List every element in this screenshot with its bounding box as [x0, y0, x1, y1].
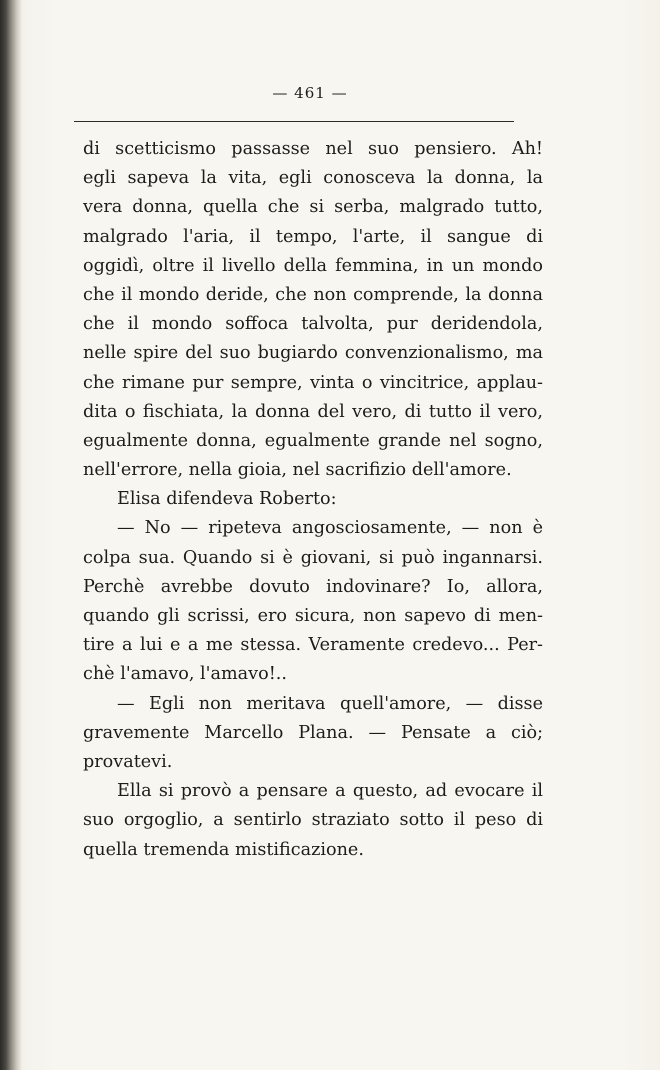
text-line: che il mondo deride, che non comprende, la donna — [83, 284, 543, 305]
page-number: — 461 — — [272, 84, 348, 102]
text-line: provatevi. — [83, 751, 173, 772]
text-line: Ella si provò a pensare a questo, ad evocare il — [117, 781, 543, 802]
text-line: egualmente donna, egualmente grande nel sogno, — [83, 430, 543, 451]
text-line: che rimane pur sempre, vinta o vincitrice, applau- — [83, 372, 543, 393]
text-line: quella tremenda mistificazione. — [83, 839, 364, 860]
text-line: vera donna, quella che si serba, malgrado tutto, — [83, 197, 543, 218]
body-text — [83, 135, 543, 865]
header-rule — [74, 121, 514, 122]
text-line: gravemente Marcello Plana. — Pensate a ciò; — [83, 722, 543, 743]
text-line: Elisa difendeva Roberto: — [117, 489, 337, 510]
text-line: che il mondo soffoca talvolta, pur deridendola, — [83, 314, 543, 335]
text-line: Perchè avrebbe dovuto indovinare? Io, allora, — [83, 576, 543, 597]
text-line: — Egli non meritava quell'amore, — disse — [117, 693, 543, 714]
text-line: nelle spire del suo bugiardo convenzionalismo, ma — [83, 343, 543, 364]
text-line: tire a lui e a me stessa. Veramente credevo... Per- — [83, 635, 543, 656]
text-line: quando gli scrissi, ero sicura, non sapevo di men- — [83, 606, 543, 626]
text-line: colpa sua. Quando si è giovani, si può ingannarsi. — [83, 547, 543, 568]
text-line: — No — ripeteva angosciosamente, — non è — [117, 518, 543, 539]
text-line: malgrado l'aria, il tempo, l'arte, il sangue di — [83, 226, 543, 247]
text-line: egli sapeva la vita, egli conosceva la donna, la — [83, 168, 543, 189]
text-line: nell'errore, nella gioia, nel sacrifizio dell'amore. — [83, 460, 512, 481]
text-line: dita o fischiata, la donna del vero, di tutto il vero, — [83, 401, 543, 422]
page-binding-edge — [0, 0, 22, 1070]
text-line: di scetticismo passasse nel suo pensiero. Ah! — [83, 139, 543, 159]
text-line: oggidì, oltre il livello della femmina, in un mondo — [83, 255, 543, 276]
text-line: chè l'amavo, l'amavo!.. — [83, 664, 287, 685]
text-line: suo orgoglio, a sentirlo straziato sotto il peso di — [83, 810, 543, 831]
